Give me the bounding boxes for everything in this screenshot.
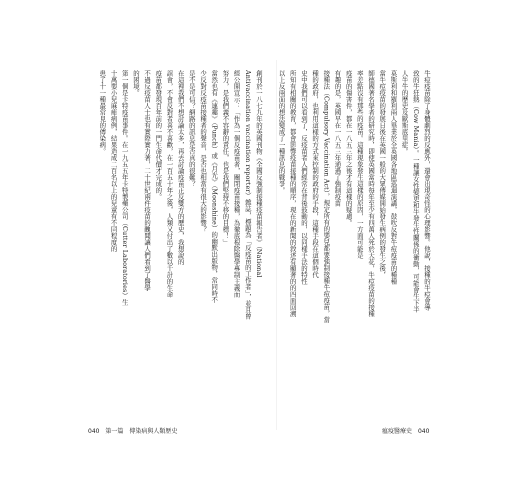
right-page-body	[278, 70, 430, 415]
text-column: 致的牛狂熱（Cow Mania）。一種讓女性變更和牛發生性關係的衝動，可能會生下半	[411, 70, 420, 313]
text-column: 人牛牛的歷史及歐斯底里症。	[400, 70, 409, 155]
text-column: 十萬嬰小兒麻痺病例，結果造成二百名以上的兒童有不同程度的	[109, 70, 118, 252]
text-column: 以上反兩面的想法變成了一種訊息的戰爭。	[277, 70, 286, 194]
text-column: 疫苗都發現百年前的一門生命代價才完成的。	[154, 70, 163, 200]
text-column: 創刊於一八七九年的英國刊物《全國反強制接種疫苗報告者》（National	[255, 70, 263, 278]
text-column: 牛痘疫苗除了身體劇烈的反應外，還會出現奇怪的心理影響。他說，接種的牛痘會導	[423, 70, 431, 311]
text-column: 率差點沒有那些的疫苗。這種現象發生這樣的原因，一方面可能是	[355, 70, 364, 259]
running-head: 傳染病與人類歷史	[129, 428, 178, 435]
text-column: 誤會，不會反對者喜不喜歡，在一百五十年之後，人類又付出了數以千計的生命	[165, 70, 174, 298]
right-page	[277, 70, 431, 415]
text-column: 史中我們可以看到了，反疫苗者人們經常在背後鼓動的，以同樣手法的特性	[299, 70, 308, 285]
text-column: 經公開宣示：「作為一個反疫苗者，關閉疫苗接種，為徹底根除醫學專制主義而	[232, 70, 241, 298]
text-column: 是不是可信？網路的訊息是否真的很難？	[187, 70, 196, 187]
text-column: 疫苗的傷害件，都在一八五三年之後才有這樣的疑慮。	[344, 70, 353, 226]
running-head: 瘟疫醫療史	[382, 428, 413, 435]
left-page-body	[98, 70, 262, 415]
right-page-footer	[382, 426, 433, 435]
text-column: 接種法（Compulsory Vaccination Act），規定所有的嬰兒都要強制接種牛痘疫苗，當	[322, 70, 331, 324]
text-column: 第一個是卡特疫苗事件。在一九五五年卡特製藥公司（Cutter Laboratories）生	[120, 70, 129, 306]
left-page-footer	[88, 426, 181, 435]
text-column: 有趣的是，英國早在一八五三年通過了強制疫苗	[333, 70, 342, 207]
page-number: 040	[417, 428, 430, 435]
left-page	[92, 70, 262, 415]
text-column: 在這裡我們不想討論太多，再去討論疫苗正反雙方的歷史，我想說的	[176, 70, 185, 265]
text-column: 患了十一種最常見的傳染病。	[98, 70, 107, 155]
text-column: 少反對反疫苗接種者的聲音，是否也相當有很大的影響？	[199, 70, 208, 233]
text-column: 師德國著名學者的研究時，即使英國當時每年至少有四萬人死於天花，牛痘疫苗的接種	[367, 70, 376, 317]
text-column: 當牛痘疫苗的發展日後在英國一般的大眾傳媒開始發生病例的發生之後，	[378, 70, 387, 278]
text-column: 當然也有《連趣》（Punch）或《月光》（Moonshine）的幽默出版物，常同時不	[210, 70, 219, 303]
text-column: 所知有相關的教育，都會影響疫苗接種的順序，現在的新聞的敘述有顯著的的四面回溯	[288, 70, 297, 317]
text-column: 的困境。	[131, 70, 140, 96]
text-column: 不過反疫苗人士也有實際實力著，二十世紀兩件疫苗的醜聞讓人們看到了醫學	[143, 70, 152, 291]
page-number: 040	[88, 428, 100, 435]
text-column: 努力，是我們義不容辭的責任，也是我們堅持不移的目標！」	[221, 70, 230, 246]
text-column: Antivaccination vaccination reporter）雜誌，標題為「反疫苗的工作者」，並且曾	[243, 70, 252, 320]
text-column: 莫斯利和羅利兩人畢業於全英國各地區巡迴演講，鼓吹反對牛痘疫苗的種種	[389, 70, 398, 285]
text-column: 種的政府，也利用這樣的方式來控制的政府的手段，這種手段在這個時代	[311, 70, 320, 278]
section-label: 第一篇	[105, 428, 124, 435]
